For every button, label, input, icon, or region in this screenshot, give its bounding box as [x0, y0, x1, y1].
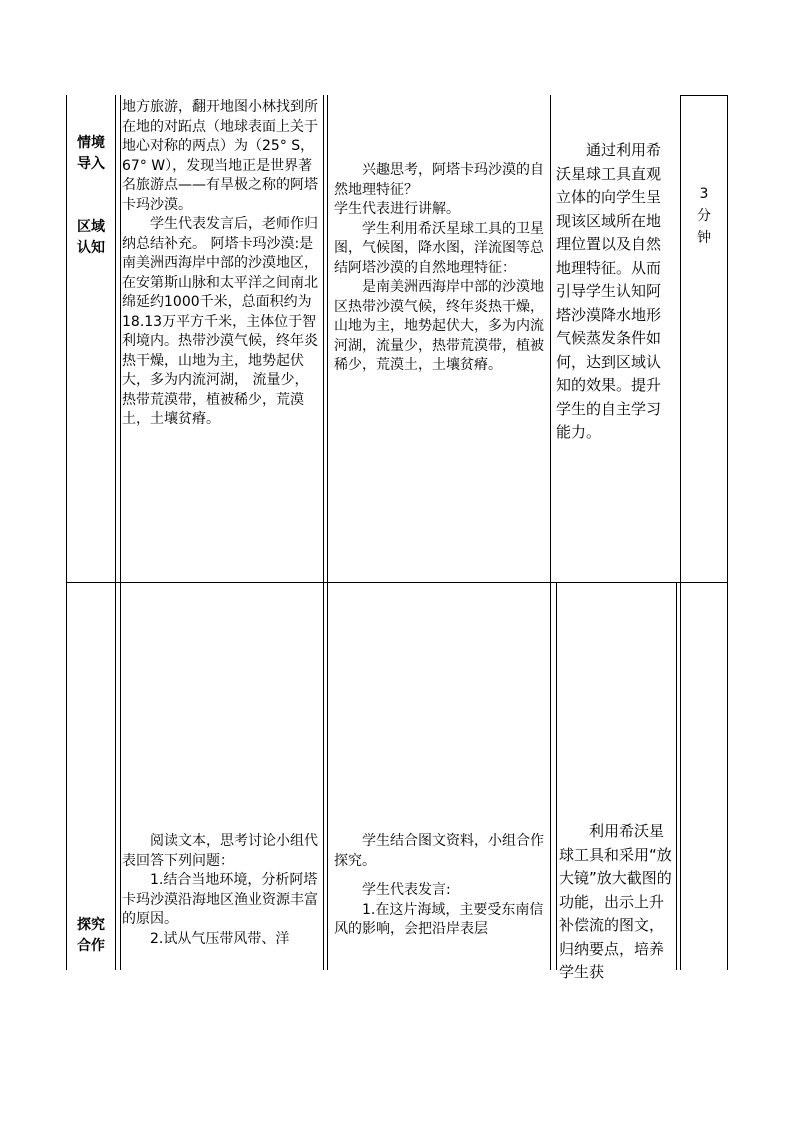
student-activity-cell-1 — [334, 161, 544, 376]
time-value: 3 — [699, 186, 709, 202]
teacher-paragraph: 学生代表发言后，老师作归纳总结补充。 阿塔卡玛沙漠:是南美洲西海岸中部的沙漠地区，在安第斯山脉和太平洋之间南北绵延约1000千米，总面积约为18.13万平方千米，主体位于智利境内。热带沙漠气候，终年炎热干燥，山地为主，地势起伏大，多为内流河湖， 流量少， 热带荒漠带，植被稀少，荒漠土，土壤贫瘠。 — [122, 216, 318, 427]
intent-cell-inner-right — [676, 582, 677, 970]
intent-cell-inner-left — [556, 582, 557, 970]
student-paragraph: 学生利用希沃星球工具的卫星图，气候图，降水图，洋流图等总结阿塔沙漠的自然地理特征： — [334, 220, 544, 276]
design-intent-text: 通过利用希沃星球工具直观立体的向学生呈现该区域所在地理位置以及自然地理特征。从而引导学生认知阿塔沙漠降水地形气候蒸发条件如何，达到区域认知的效果。提升学生的自主学习能力。 — [556, 141, 662, 441]
stage-label-situation: 情境导入 — [77, 135, 105, 172]
student-paragraph: 是南美洲西海岸中部的沙漠地区热带沙漠气候，终年炎热干燥，山地为主，地势起伏大，多为内流河湖，流量少，热带荒漠带，植被稀少，荒漠土，土壤贫瘠。 — [334, 279, 544, 373]
table-divider-2 — [327, 95, 328, 970]
design-intent-cell-2 — [559, 820, 675, 981]
student-paragraph: 学生代表发言: — [362, 882, 451, 898]
stage-label-region: 区域认知 — [77, 219, 105, 256]
teacher-paragraph: 2.试从气压带风带、洋 — [150, 930, 290, 947]
teacher-activity-cell-2 — [122, 832, 322, 968]
design-intent-text: 利用希沃星球工具和采用“放大镜”放大截图的功能，出示上升补偿流的图文，归纳要点，培养学生获 — [559, 822, 672, 981]
student-paragraph: 兴趣思考，阿塔卡玛沙漠的自然地理特征？ — [334, 162, 544, 198]
time-unit-1: 分 — [697, 208, 711, 224]
stage-label-explore: 探究合作 — [77, 917, 105, 954]
student-activity-cell-2 — [334, 832, 544, 968]
teacher-activity-cell-1 — [122, 98, 322, 430]
row-divider — [66, 582, 728, 583]
student-paragraph: 学生代表进行讲解。 — [334, 201, 460, 217]
teacher-cell-inner-right-2 — [323, 582, 324, 970]
teacher-paragraph: 地方旅游，翻开地图小林找到所在地的对跖点（地球表面上关于地心对称的两点）为（25° S，67° W），发现当地正是世界著名旅游点——有旱极之称的阿塔卡玛沙漠。 — [122, 99, 318, 213]
table-divider-3 — [550, 95, 551, 970]
student-paragraph: 1.在这片海域，主要受东南信风的影响，会把沿岸表层 — [334, 901, 544, 937]
time-cell-top-border — [680, 95, 728, 96]
table-divider-1 — [115, 95, 116, 970]
teacher-cell-inner-left-2 — [120, 582, 121, 970]
design-intent-cell-1 — [556, 139, 674, 445]
time-unit-2: 钟 — [697, 230, 711, 246]
table-border-right — [727, 95, 728, 970]
time-cell — [681, 183, 727, 249]
teacher-paragraph: 阅读文本，思考讨论小组代表回答下列问题： — [122, 833, 318, 869]
teacher-cell-inner-right — [323, 95, 324, 582]
teacher-cell-inner-left — [120, 95, 121, 582]
student-paragraph: 学生结合图文资料，小组合作探究。 — [334, 833, 544, 869]
table-border-left — [66, 95, 67, 970]
teacher-paragraph: 1.结合当地环境，分析阿塔卡玛沙漠沿海地区渔业资源丰富的原因。 — [122, 872, 318, 927]
